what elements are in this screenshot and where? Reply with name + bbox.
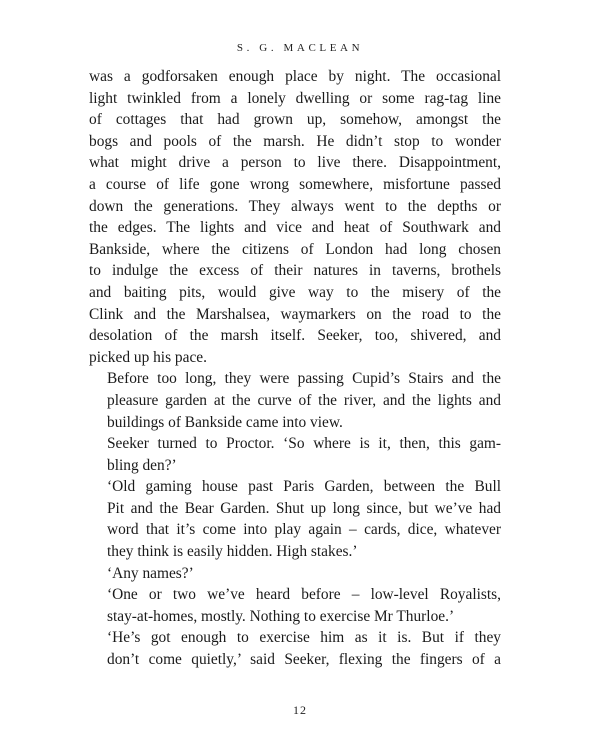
paragraph — [89, 368, 501, 433]
paragraph — [89, 476, 501, 562]
text-line: word that it’s come into play again – cards, dice, whatever — [107, 521, 501, 539]
text-line: ‘One or two we’ve heard before – low-level Royalists, — [107, 586, 501, 604]
text-line: picked up his pace. — [89, 348, 207, 366]
text-line: down the generations. They always went to the depths or — [89, 197, 501, 215]
text-line: Pit and the Bear Garden. Shut up long since, but we’ve had — [107, 499, 501, 517]
running-head: S. G. MACLEAN — [236, 42, 364, 54]
text-line: the edges. The lights and vice and heat of Southwark and — [89, 219, 501, 237]
text-line: a course of life gone wrong somewhere, misfortune passed — [89, 175, 501, 193]
text-line: ‘He’s got enough to exercise him as it is. But if they — [107, 629, 501, 647]
text-line: what might drive a person to live there. Disappointment, — [89, 154, 501, 172]
text-line: of cottages that had grown up, somehow, amongst the — [89, 111, 501, 129]
text-line: don’t come quietly,’ said Seeker, flexing the fingers of a — [107, 651, 501, 669]
paragraph — [89, 563, 501, 585]
text-line: Clink and the Marshalsea, waymarkers on the road to the — [89, 305, 501, 323]
text-line: was a godforsaken enough place by night. The occasional — [89, 68, 501, 85]
text-line: ‘Old gaming house past Paris Garden, between the Bull — [107, 478, 501, 496]
text-line: bogs and pools of the marsh. He didn’t stop to wonder — [89, 132, 501, 150]
text-line: bling den?’ — [107, 456, 177, 474]
text-line: and baiting pits, would give way to the misery of the — [89, 283, 501, 301]
paragraph — [89, 433, 501, 476]
page-number: 12 — [293, 703, 307, 717]
text-line: Before too long, they were passing Cupid’s Stairs and the — [107, 370, 501, 388]
text-line: buildings of Bankside came into view. — [107, 413, 343, 431]
text-line: desolation of the marsh itself. Seeker, too, shivered, and — [89, 327, 501, 345]
paragraph — [89, 66, 501, 368]
text-line: ‘Any names?’ — [107, 564, 194, 582]
body-text — [89, 66, 501, 671]
text-line: stay-at-homes, mostly. Nothing to exercise Mr Thurloe.’ — [107, 607, 455, 625]
text-line: pleasure garden at the curve of the river, and the lights and — [107, 391, 501, 409]
text-line: Bankside, where the citizens of London had long chosen — [89, 240, 501, 258]
paragraph — [89, 627, 501, 670]
text-line: Seeker turned to Proctor. ‘So where is it, then, this gam- — [107, 435, 501, 453]
text-line: light twinkled from a lonely dwelling or some rag-tag line — [89, 89, 501, 107]
text-line: to indulge the excess of their natures in taverns, brothels — [89, 262, 501, 280]
paragraph — [89, 584, 501, 627]
text-line: they think is easily hidden. High stakes.’ — [107, 543, 358, 561]
